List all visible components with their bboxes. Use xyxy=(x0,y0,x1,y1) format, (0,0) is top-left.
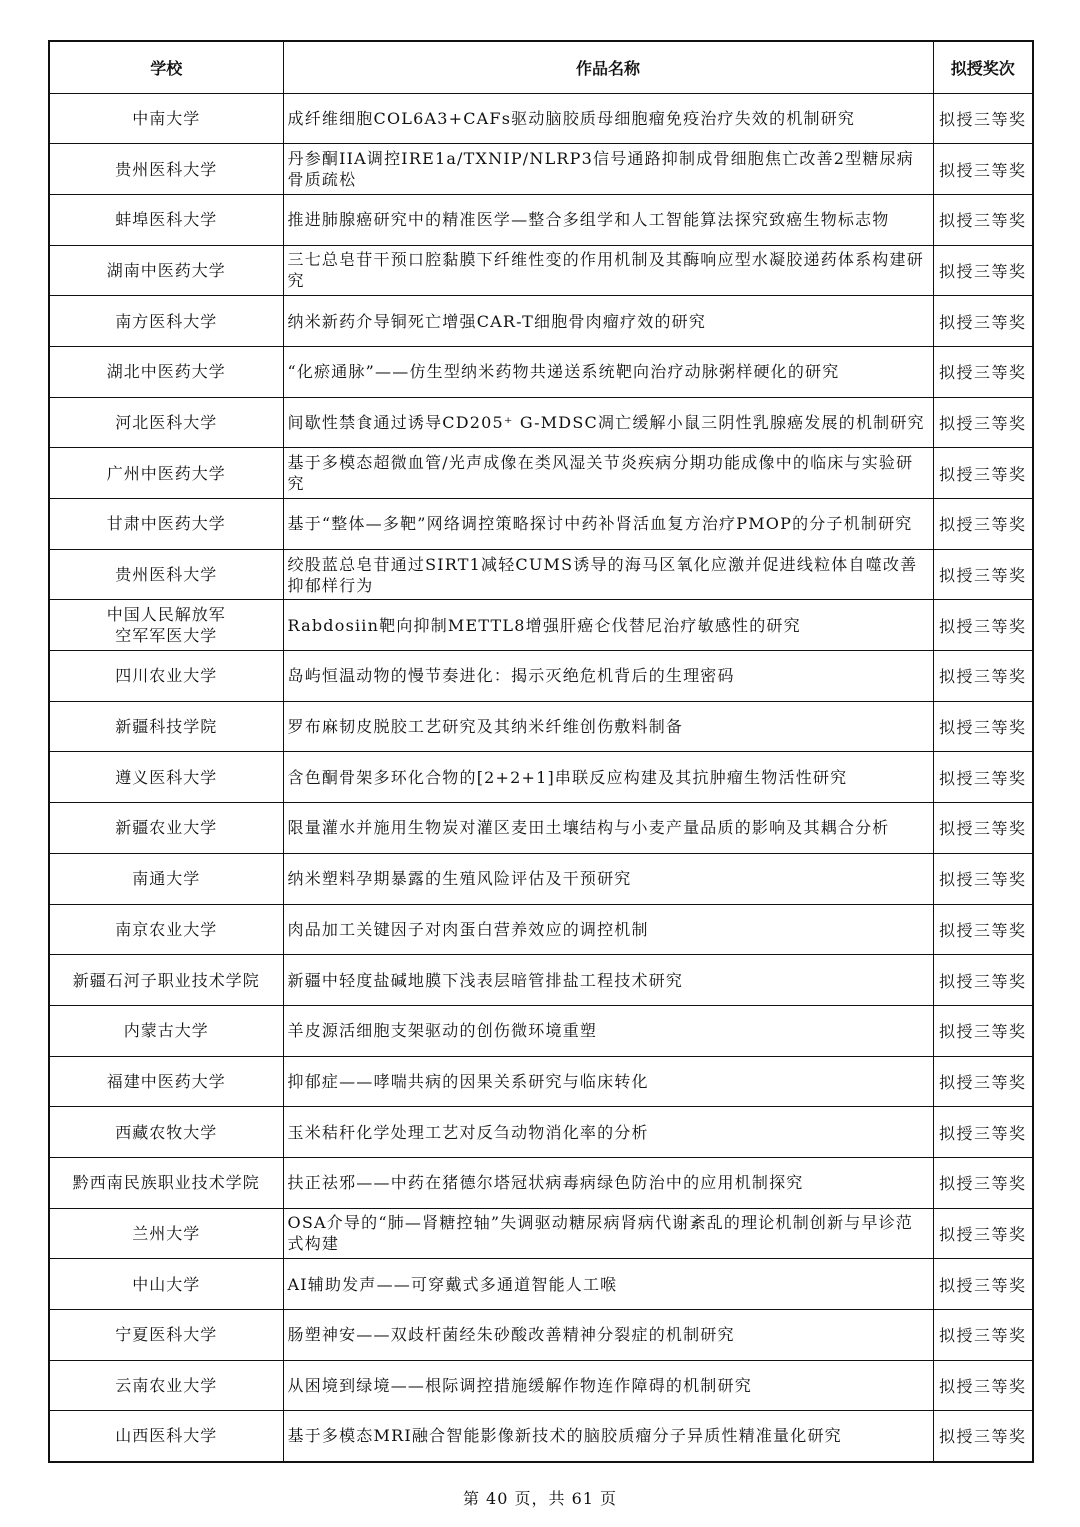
work-title-cell: 肠塑神安——双歧杆菌经朱砂酸改善精神分裂症的机制研究 xyxy=(283,1310,933,1361)
work-title-cell: 岛屿恒温动物的慢节奏进化：揭示灭绝危机背后的生理密码 xyxy=(283,651,933,702)
award-level-cell: 拟授三等奖 xyxy=(933,1259,1033,1310)
awards-table xyxy=(48,40,1034,1463)
award-level-cell: 拟授三等奖 xyxy=(933,1411,1033,1462)
school-cell: 新疆石河子职业技术学院 xyxy=(49,955,283,1006)
work-title-cell: 限量灌水并施用生物炭对灌区麦田土壤结构与小麦产量品质的影响及其耦合分析 xyxy=(283,803,933,854)
school-cell: 广州中医药大学 xyxy=(49,448,283,499)
school-cell: 兰州大学 xyxy=(49,1208,283,1259)
work-title-cell: 含色酮骨架多环化合物的[2+2+1]串联反应构建及其抗肿瘤生物活性研究 xyxy=(283,752,933,803)
work-title-cell: AI辅助发声——可穿戴式多通道智能人工喉 xyxy=(283,1259,933,1310)
work-title-cell: 基于多模态超微血管/光声成像在类风湿关节炎疾病分期功能成像中的临床与实验研究 xyxy=(283,448,933,499)
award-level-cell: 拟授三等奖 xyxy=(933,346,1033,397)
table-row xyxy=(49,955,1033,1006)
work-title-cell: 基于“整体—多靶”网络调控策略探讨中药补肾活血复方治疗PMOP的分子机制研究 xyxy=(283,499,933,550)
work-title-cell: 羊皮源活细胞支架驱动的创伤微环境重塑 xyxy=(283,1005,933,1056)
school-line: 空军军医大学 xyxy=(115,626,218,646)
table-row xyxy=(49,1360,1033,1411)
school-cell: 云南农业大学 xyxy=(49,1360,283,1411)
school-cell: 四川农业大学 xyxy=(49,651,283,702)
award-level-cell: 拟授三等奖 xyxy=(933,296,1033,347)
school-cell: 湖北中医药大学 xyxy=(49,346,283,397)
header-work-title: 作品名称 xyxy=(283,41,933,93)
award-level-cell: 拟授三等奖 xyxy=(933,194,1033,245)
award-level-cell: 拟授三等奖 xyxy=(933,245,1033,296)
award-level-cell: 拟授三等奖 xyxy=(933,448,1033,499)
school-cell: 西藏农牧大学 xyxy=(49,1107,283,1158)
award-level-cell: 拟授三等奖 xyxy=(933,752,1033,803)
school-cell: 蚌埠医科大学 xyxy=(49,194,283,245)
work-title-cell: 扶正祛邪——中药在猪德尔塔冠状病毒病绿色防治中的应用机制探究 xyxy=(283,1157,933,1208)
table-row xyxy=(49,1056,1033,1107)
school-cell: 遵义医科大学 xyxy=(49,752,283,803)
work-title-cell: Rabdosiin靶向抑制METTL8增强肝癌仑伐替尼治疗敏感性的研究 xyxy=(283,600,933,651)
table-row xyxy=(49,1157,1033,1208)
school-cell: 中山大学 xyxy=(49,1259,283,1310)
table-row xyxy=(49,296,1033,347)
school-cell: 河北医科大学 xyxy=(49,397,283,448)
school-cell: 南京农业大学 xyxy=(49,904,283,955)
table-row xyxy=(49,904,1033,955)
school-cell: 贵州医科大学 xyxy=(49,549,283,600)
table-row xyxy=(49,194,1033,245)
award-level-cell: 拟授三等奖 xyxy=(933,600,1033,651)
school-cell: 福建中医药大学 xyxy=(49,1056,283,1107)
school-cell: 新疆农业大学 xyxy=(49,803,283,854)
table-row xyxy=(49,752,1033,803)
table-row xyxy=(49,448,1033,499)
work-title-cell: 间歇性禁食通过诱导CD205⁺ G-MDSC凋亡缓解小鼠三阴性乳腺癌发展的机制研究 xyxy=(283,397,933,448)
award-level-cell: 拟授三等奖 xyxy=(933,93,1033,144)
header-award-level: 拟授奖次 xyxy=(933,41,1033,93)
table-row xyxy=(49,346,1033,397)
table-row xyxy=(49,549,1033,600)
work-title-cell: 肉品加工关键因子对肉蛋白营养效应的调控机制 xyxy=(283,904,933,955)
school-cell: 甘肃中医药大学 xyxy=(49,499,283,550)
school-cell: 宁夏医科大学 xyxy=(49,1310,283,1361)
table-row xyxy=(49,803,1033,854)
award-level-cell: 拟授三等奖 xyxy=(933,499,1033,550)
school-cell: 湖南中医药大学 xyxy=(49,245,283,296)
award-level-cell: 拟授三等奖 xyxy=(933,1360,1033,1411)
table-row xyxy=(49,93,1033,144)
header-school: 学校 xyxy=(49,41,283,93)
school-cell: 中南大学 xyxy=(49,93,283,144)
award-level-cell: 拟授三等奖 xyxy=(933,1056,1033,1107)
work-title-cell: OSA介导的“肺—肾糖控轴”失调驱动糖尿病肾病代谢紊乱的理论机制创新与早诊范式构建 xyxy=(283,1208,933,1259)
work-title-cell: 丹参酮IIA调控IRE1a/TXNIP/NLRP3信号通路抑制成骨细胞焦亡改善2型糖尿病骨质疏松 xyxy=(283,144,933,195)
table-row xyxy=(49,1259,1033,1310)
work-title-cell: 新疆中轻度盐碱地膜下浅表层暗管排盐工程技术研究 xyxy=(283,955,933,1006)
award-level-cell: 拟授三等奖 xyxy=(933,549,1033,600)
school-cell: 新疆科技学院 xyxy=(49,701,283,752)
award-level-cell: 拟授三等奖 xyxy=(933,1157,1033,1208)
page-number: 第 40 页，共 61 页 xyxy=(462,1489,618,1508)
table-row xyxy=(49,1310,1033,1361)
school-cell: 黔西南民族职业技术学院 xyxy=(49,1157,283,1208)
table-row xyxy=(49,1411,1033,1462)
table-row xyxy=(49,144,1033,195)
table-row xyxy=(49,1107,1033,1158)
work-title-cell: 抑郁症——哮喘共病的因果关系研究与临床转化 xyxy=(283,1056,933,1107)
work-title-cell: 从困境到绿境——根际调控措施缓解作物连作障碍的机制研究 xyxy=(283,1360,933,1411)
school-cell: 内蒙古大学 xyxy=(49,1005,283,1056)
award-level-cell: 拟授三等奖 xyxy=(933,144,1033,195)
table-body xyxy=(49,93,1033,1462)
work-title-cell: 玉米秸秆化学处理工艺对反刍动物消化率的分析 xyxy=(283,1107,933,1158)
award-level-cell: 拟授三等奖 xyxy=(933,853,1033,904)
table-header-row xyxy=(49,41,1033,93)
table-row xyxy=(49,499,1033,550)
award-level-cell: 拟授三等奖 xyxy=(933,1310,1033,1361)
award-level-cell: 拟授三等奖 xyxy=(933,1208,1033,1259)
award-level-cell: 拟授三等奖 xyxy=(933,1005,1033,1056)
award-level-cell: 拟授三等奖 xyxy=(933,651,1033,702)
table-row xyxy=(49,853,1033,904)
award-level-cell: 拟授三等奖 xyxy=(933,904,1033,955)
school-cell: 南通大学 xyxy=(49,853,283,904)
work-title-cell: 成纤维细胞COL6A3+CAFs驱动脑胶质母细胞瘤免疫治疗失效的机制研究 xyxy=(283,93,933,144)
work-title-cell: 纳米塑料孕期暴露的生殖风险评估及干预研究 xyxy=(283,853,933,904)
award-level-cell: 拟授三等奖 xyxy=(933,803,1033,854)
work-title-cell: “化瘀通脉”——仿生型纳米药物共递送系统靶向治疗动脉粥样硬化的研究 xyxy=(283,346,933,397)
work-title-cell: 纳米新药介导铜死亡增强CAR-T细胞骨肉瘤疗效的研究 xyxy=(283,296,933,347)
table-row xyxy=(49,701,1033,752)
table-row xyxy=(49,245,1033,296)
work-title-cell: 绞股蓝总皂苷通过SIRT1减轻CUMS诱导的海马区氧化应激并促进线粒体自噬改善抑郁样行为 xyxy=(283,549,933,600)
school-cell: 南方医科大学 xyxy=(49,296,283,347)
award-level-cell: 拟授三等奖 xyxy=(933,955,1033,1006)
table-row xyxy=(49,600,1033,651)
work-title-cell: 基于多模态MRI融合智能影像新技术的脑胶质瘤分子异质性精准量化研究 xyxy=(283,1411,933,1462)
table-row xyxy=(49,651,1033,702)
school-cell: 贵州医科大学 xyxy=(49,144,283,195)
table-row xyxy=(49,397,1033,448)
school-cell xyxy=(49,600,283,651)
work-title-cell: 罗布麻韧皮脱胶工艺研究及其纳米纤维创伤敷料制备 xyxy=(283,701,933,752)
award-level-cell: 拟授三等奖 xyxy=(933,701,1033,752)
work-title-cell: 推进肺腺癌研究中的精准医学—整合多组学和人工智能算法探究致癌生物标志物 xyxy=(283,194,933,245)
work-title-cell: 三七总皂苷干预口腔黏膜下纤维性变的作用机制及其酶响应型水凝胶递药体系构建研究 xyxy=(283,245,933,296)
award-level-cell: 拟授三等奖 xyxy=(933,1107,1033,1158)
school-line: 中国人民解放军 xyxy=(106,605,226,625)
award-level-cell: 拟授三等奖 xyxy=(933,397,1033,448)
school-cell: 山西医科大学 xyxy=(49,1411,283,1462)
table-row xyxy=(49,1208,1033,1259)
table-row xyxy=(49,1005,1033,1056)
